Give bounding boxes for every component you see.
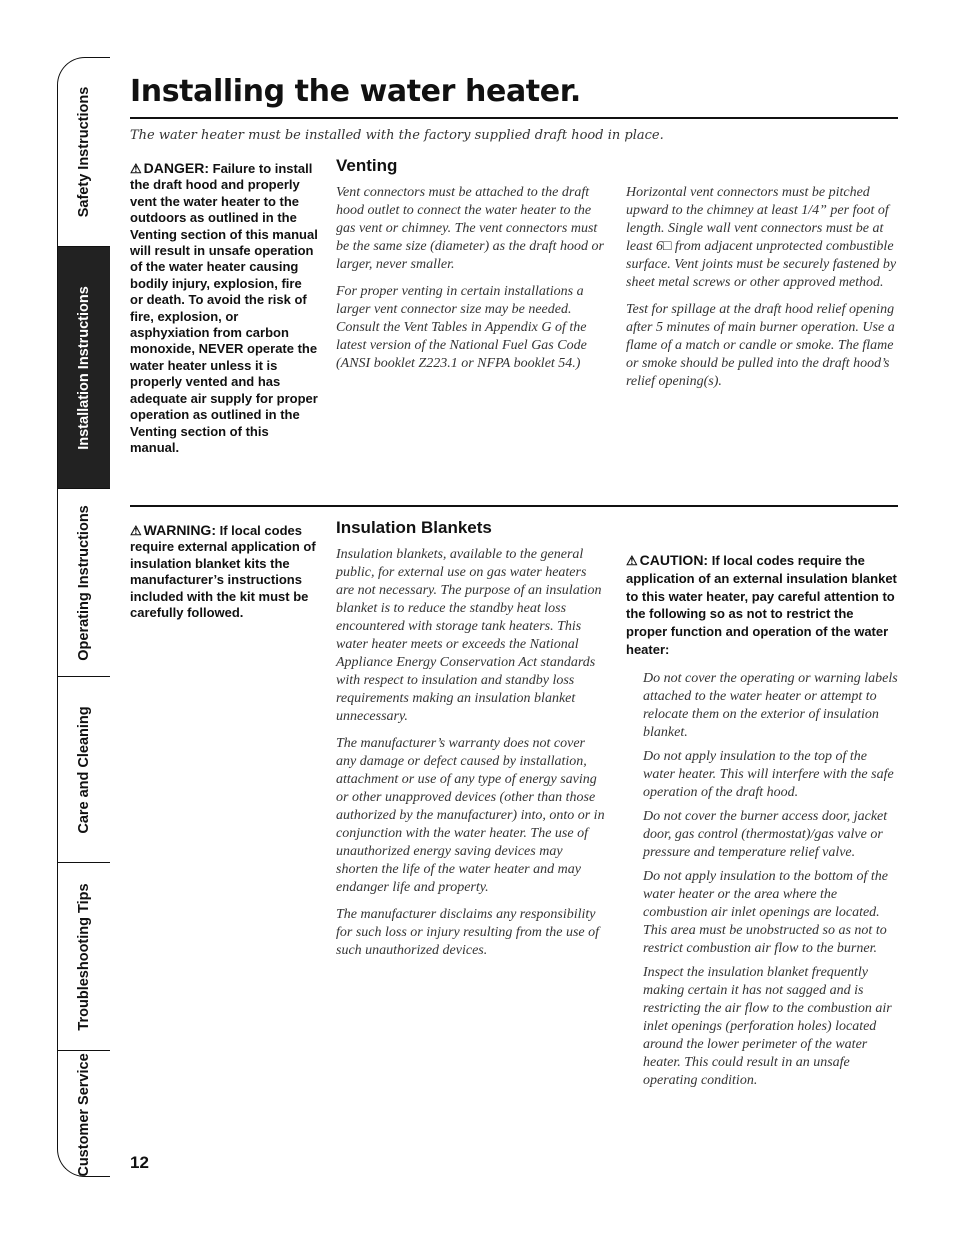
section-divider — [130, 505, 898, 507]
caution-item: Do not cover the burner access door, jacket door, gas control (thermostat)/gas valve or pressure and temperature relief valve. — [643, 809, 888, 860]
tab-installation-instructions[interactable] — [58, 246, 110, 488]
tab-care-and-cleaning[interactable] — [58, 676, 110, 862]
caution-item: Do not apply insulation to the bottom of the water heater or the area where the combustion air inlet openings are located. This area must be unobstructed so as not to restrict combustion air flow to the burner. — [643, 869, 888, 956]
warning-text: If local codes require external application of insulation blanket kits the manufacturer’s instructions included with the kit must be carefully followed. — [130, 523, 316, 621]
caution-keyword: CAUTION: — [639, 552, 709, 568]
page-number: 12 — [130, 1153, 149, 1172]
tab-label: Safety Instructions — [76, 86, 92, 218]
warning-alert — [130, 522, 318, 621]
title-divider — [130, 117, 898, 119]
venting-paragraph: Vent connectors must be attached to the draft hood outlet to connect the water heater to the gas vent or chimney. The vent connectors must be the same size (diameter) as the draft hood or larger, never smaller. — [336, 185, 604, 272]
venting-paragraph: Horizontal vent connectors must be pitched upward to the chimney at least 1/4” per foot of length. Single wall vent connectors must be at least 6□ from adjacent unprotected combustible surface. Vent joints must be securely fastened by sheet metal screws or other approved method. — [626, 185, 897, 290]
caution-alert — [626, 552, 898, 659]
caution-item: Do not apply insulation to the top of the water heater. This will interfere with the safe operation of the draft hood. — [643, 749, 894, 800]
venting-paragraph: Test for spillage at the draft hood relief opening after 5 minutes of main burner operation. Use a flame of a match or candle or smoke. The flame or smoke should be pulled into the draft hood’s relief opening(s). — [626, 302, 895, 389]
section-tabs — [57, 57, 110, 1177]
tab-troubleshooting-tips[interactable] — [58, 862, 110, 1050]
page-subtitle: The water heater must be installed with the factory supplied draft hood in place. — [130, 128, 664, 143]
danger-keyword: DANGER: — [143, 160, 209, 176]
tab-label: Care and Cleaning — [76, 705, 92, 834]
venting-column-right — [626, 184, 898, 400]
warning-triangle-icon: ⚠ — [626, 553, 638, 568]
caution-list — [643, 670, 898, 1096]
warning-triangle-icon: ⚠ — [130, 523, 142, 538]
insulation-paragraph: The manufacturer’s warranty does not cover any damage or defect caused by installation, attachment or use of any type of energy saving or other unapproved devices (other than those authorized by the manufacturer) into, onto or in conjunction with the water heater. The use of unauthorized energy saving devices may shorten the life of the water heater and may endanger life and property. — [336, 736, 605, 895]
tab-safety-instructions[interactable] — [58, 58, 110, 246]
tab-label: Troubleshooting Tips — [76, 882, 92, 1031]
venting-paragraph: For proper venting in certain installations a larger vent connector size may be needed. Consult the Vent Tables in Appendix G of the latest version of the National Fuel Gas Code (ANSI booklet Z223.1 or NFPA booklet 54.) — [336, 284, 587, 371]
insulation-paragraph: The manufacturer disclaims any responsibility for such loss or injury resulting from the use of such unauthorized devices. — [336, 907, 600, 958]
venting-column-left — [336, 184, 608, 382]
insulation-paragraph: Insulation blankets, available to the general public, for external use on gas water heaters are not necessary. The purpose of an insulation blanket is to reduce the standby heat loss encountered with storage tank heaters. This water heater meets or exceeds the National Appliance Energy Conservation Act standards with respect to insulation and standby loss requirements making an insulation blanket unnecessary. — [336, 547, 602, 724]
page-title: Installing the water heater. — [130, 74, 581, 109]
tab-label: Installation Instructions — [76, 285, 92, 450]
tab-label: Customer Service — [76, 1052, 92, 1177]
tab-operating-instructions[interactable] — [58, 488, 110, 676]
tab-label: Operating Instructions — [76, 504, 92, 661]
warning-triangle-icon: ⚠ — [130, 161, 142, 176]
insulation-column — [336, 546, 608, 969]
caution-text: If local codes require the application of an external insulation blanket to this water heater, pay careful attention to the following so as not to restrict the proper function and operation of the water heater: — [626, 553, 897, 657]
caution-item: Inspect the insulation blanket frequently making certain it has not sagged and is restricting the air flow to the combustion air inlet openings (perforation holes) located around the lower perimeter of the water heater. This could result in an unsafe operating condition. — [643, 965, 892, 1088]
insulation-heading: Insulation Blankets — [336, 518, 492, 537]
danger-alert — [130, 160, 318, 456]
warning-keyword: WARNING: — [143, 522, 216, 538]
venting-heading: Venting — [336, 156, 398, 175]
tab-customer-service[interactable] — [58, 1050, 110, 1177]
caution-item: Do not cover the operating or warning labels attached to the water heater or attempt to relocate them on the exterior of insulation blanket. — [643, 671, 898, 740]
danger-text: Failure to install the draft hood and properly vent the water heater to the outdoors as outlined in the Venting section of this manual will result in unsafe operation of the water heater causing bodily injury, explosion, fire or death. To avoid the risk of fire, explosion, or asphyxiation from carbon monoxide, NEVER operate the water heater unless it is properly vented and has adequate air supply for proper operation as outlined in the Venting section of this manual. — [130, 161, 318, 455]
